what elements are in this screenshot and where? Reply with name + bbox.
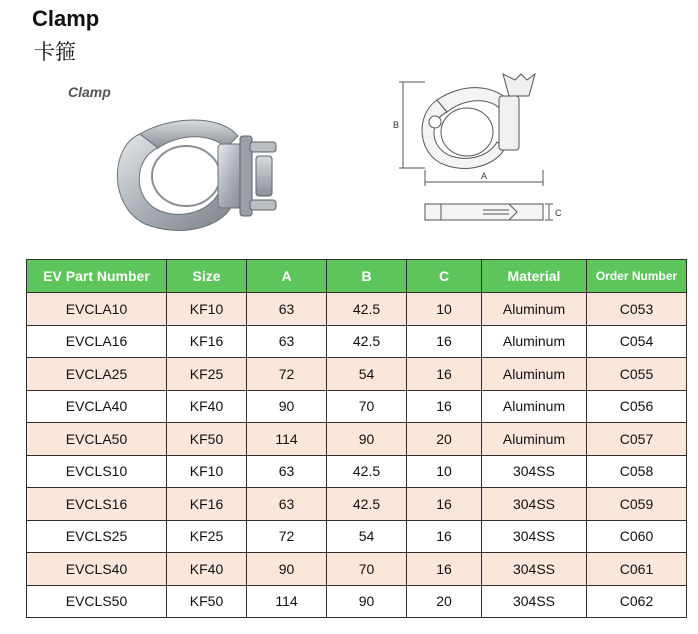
cell-material: Aluminum	[482, 423, 587, 456]
cell-size: KF10	[167, 455, 247, 488]
cell-size: KF25	[167, 520, 247, 553]
cell-c: 16	[407, 520, 482, 553]
cell-c: 16	[407, 488, 482, 521]
cell-size: KF50	[167, 423, 247, 456]
cell-b: 42.5	[327, 293, 407, 326]
col-header-size: Size	[167, 260, 247, 293]
table-row	[27, 293, 687, 326]
cell-material: 304SS	[482, 553, 587, 586]
page-title: Clamp	[32, 6, 100, 31]
cell-b: 54	[327, 520, 407, 553]
cell-c: 16	[407, 358, 482, 391]
cell-a: 63	[247, 293, 327, 326]
dimension-label-b: B	[393, 120, 400, 130]
cell-a: 72	[247, 520, 327, 553]
table-row	[27, 488, 687, 521]
cell-part-number: EVCLS25	[27, 520, 167, 553]
cell-order-number: C054	[587, 325, 687, 358]
cell-part-number: EVCLS16	[27, 488, 167, 521]
cell-b: 54	[327, 358, 407, 391]
cell-order-number: C060	[587, 520, 687, 553]
cell-a: 63	[247, 455, 327, 488]
cell-material: 304SS	[482, 585, 587, 618]
cell-material: 304SS	[482, 488, 587, 521]
table-header-row	[27, 260, 687, 293]
cell-part-number: EVCLS50	[27, 585, 167, 618]
cell-order-number: C059	[587, 488, 687, 521]
photo-caption: Clamp	[68, 84, 111, 100]
cell-a: 72	[247, 358, 327, 391]
col-header-a: A	[247, 260, 327, 293]
cell-b: 42.5	[327, 455, 407, 488]
cell-size: KF50	[167, 585, 247, 618]
cell-a: 90	[247, 553, 327, 586]
table-row	[27, 325, 687, 358]
cell-material: 304SS	[482, 455, 587, 488]
spec-table	[26, 259, 687, 618]
cell-part-number: EVCLS10	[27, 455, 167, 488]
cell-size: KF40	[167, 553, 247, 586]
cell-a: 90	[247, 390, 327, 423]
cell-part-number: EVCLA25	[27, 358, 167, 391]
cell-size: KF10	[167, 293, 247, 326]
cell-b: 70	[327, 390, 407, 423]
cell-c: 20	[407, 585, 482, 618]
cell-c: 20	[407, 423, 482, 456]
cell-material: Aluminum	[482, 325, 587, 358]
cell-order-number: C062	[587, 585, 687, 618]
cell-part-number: EVCLS40	[27, 553, 167, 586]
cell-a: 63	[247, 325, 327, 358]
cell-a: 114	[247, 585, 327, 618]
table-row	[27, 553, 687, 586]
cell-part-number: EVCLA16	[27, 325, 167, 358]
table-row	[27, 520, 687, 553]
cell-part-number: EVCLA40	[27, 390, 167, 423]
col-header-part-number: EV Part Number	[27, 260, 167, 293]
cell-c: 10	[407, 455, 482, 488]
cell-b: 42.5	[327, 325, 407, 358]
cell-size: KF40	[167, 390, 247, 423]
page-subtitle: 卡箍	[34, 40, 76, 64]
cell-material: Aluminum	[482, 358, 587, 391]
cell-b: 90	[327, 585, 407, 618]
dimension-label-a: A	[481, 171, 488, 181]
table-row	[27, 423, 687, 456]
table-row	[27, 390, 687, 423]
col-header-material: Material	[482, 260, 587, 293]
dimension-label-c: C	[555, 208, 562, 218]
cell-a: 63	[247, 488, 327, 521]
cell-order-number: C053	[587, 293, 687, 326]
col-header-order-number: Order Number	[587, 260, 687, 293]
cell-b: 90	[327, 423, 407, 456]
cell-c: 10	[407, 293, 482, 326]
cell-material: 304SS	[482, 520, 587, 553]
cell-a: 114	[247, 423, 327, 456]
cell-part-number: EVCLA50	[27, 423, 167, 456]
table-row	[27, 358, 687, 391]
cell-material: Aluminum	[482, 293, 587, 326]
cell-part-number: EVCLA10	[27, 293, 167, 326]
cell-size: KF25	[167, 358, 247, 391]
cell-order-number: C055	[587, 358, 687, 391]
cell-order-number: C061	[587, 553, 687, 586]
cell-order-number: C058	[587, 455, 687, 488]
cell-size: KF16	[167, 325, 247, 358]
clamp-dimension-drawing	[385, 60, 575, 240]
table-row	[27, 455, 687, 488]
cell-b: 70	[327, 553, 407, 586]
table-row	[27, 585, 687, 618]
cell-c: 16	[407, 553, 482, 586]
cell-order-number: C057	[587, 423, 687, 456]
clamp-photo	[100, 96, 290, 246]
cell-b: 42.5	[327, 488, 407, 521]
cell-c: 16	[407, 390, 482, 423]
cell-material: Aluminum	[482, 390, 587, 423]
col-header-b: B	[327, 260, 407, 293]
cell-size: KF16	[167, 488, 247, 521]
cell-order-number: C056	[587, 390, 687, 423]
col-header-c: C	[407, 260, 482, 293]
cell-c: 16	[407, 325, 482, 358]
